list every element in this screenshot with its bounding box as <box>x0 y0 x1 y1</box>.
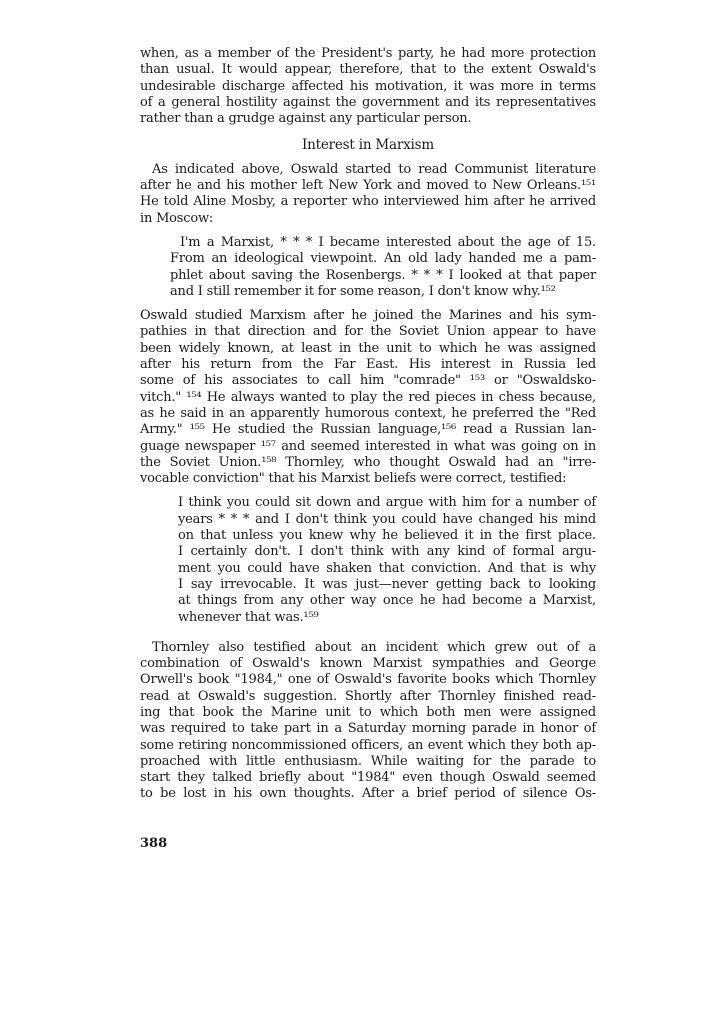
text-line: some retiring noncommissioned officers, an event which they both ap- <box>140 737 596 753</box>
text-line: and I still remember it for some reason, I don't know why.¹⁵² <box>170 283 556 299</box>
text-line: undesirable discharge affected his motivation, it was more in terms <box>140 78 596 94</box>
text-line: the Soviet Union.¹⁵⁸ Thornley, who thought Oswald had an "irre- <box>140 454 596 470</box>
block-quote-1 <box>140 235 596 300</box>
text-line: been widely known, at least in the unit to which he was assigned <box>140 340 596 356</box>
text-line: was required to take part in a Saturday morning parade in honor of <box>140 721 596 737</box>
text-line: I certainly don't. I don't think with any kind of formal argu- <box>178 544 596 560</box>
text-line: Orwell's book "1984," one of Oswald's favorite books which Thornley <box>140 672 596 688</box>
paragraph-3 <box>140 308 596 487</box>
paragraph-2 <box>140 162 596 227</box>
text-line: at things from any other way once he had become a Marxist, <box>178 593 596 609</box>
text-line: Thornley also testified about an incident which grew out of a <box>152 639 596 655</box>
paragraph-1 <box>140 46 596 127</box>
text-line: Army." ¹⁵⁵ He studied the Russian language,¹⁵⁶ read a Russian lan- <box>140 422 596 438</box>
text-line: rather than a grudge against any particular person. <box>140 111 472 127</box>
text-line: Oswald studied Marxism after he joined the Marines and his sym- <box>140 308 596 324</box>
text-line: As indicated above, Oswald started to read Communist literature <box>152 161 596 177</box>
text-line: guage newspaper ¹⁵⁷ and seemed interested in what was going on in <box>140 438 596 454</box>
page-number: 388 <box>140 836 168 851</box>
text-line: after his return from the Far East. His interest in Russia led <box>140 357 596 373</box>
text-line: start they talked briefly about "1984" even though Oswald seemed <box>140 770 596 786</box>
text-line: some of his associates to call him "comrade" ¹⁵³ or "Oswaldsko- <box>140 373 596 389</box>
section-heading: Interest in Marxism <box>301 137 435 154</box>
text-line: combination of Oswald's known Marxist sympathies and George <box>140 656 596 672</box>
text-line: in Moscow: <box>140 210 214 226</box>
text-line: of a general hostility against the government and its representatives <box>140 94 596 110</box>
text-line: From an ideological viewpoint. An old lady handed me a pam- <box>170 251 596 267</box>
text-line: I say irrevocable. It was just—never getting back to looking <box>178 576 596 592</box>
text-line: after he and his mother left New York and moved to New Orleans.¹⁵¹ <box>140 178 596 194</box>
text-line: ment you could have shaken that conviction. And that is why <box>178 560 596 576</box>
text-line: ing that book the Marine unit to which both men were assigned <box>140 704 596 720</box>
text-column <box>140 46 596 803</box>
text-line: than usual. It would appear, therefore, that to the extent Oswald's <box>140 62 596 78</box>
text-line: vitch." ¹⁵⁴ He always wanted to play the red pieces in chess because, <box>140 389 596 405</box>
text-line: years * * * and I don't think you could have changed his mind <box>178 511 596 527</box>
text-line: to be lost in his own thoughts. After a brief period of silence Os- <box>140 786 596 802</box>
text-line: proached with little enthusiasm. While waiting for the parade to <box>140 753 596 769</box>
block-quote-2 <box>140 495 596 625</box>
text-line: vocable conviction" that his Marxist beliefs were correct, testified: <box>140 471 567 487</box>
text-line: phlet about saving the Rosenbergs. * * * I looked at that paper <box>170 267 596 283</box>
text-line: pathies in that direction and for the Soviet Union appear to have <box>140 324 596 340</box>
text-line: I think you could sit down and argue with him for a number of <box>178 495 596 511</box>
text-line: I'm a Marxist, * * * I became interested about the age of 15. <box>180 234 596 250</box>
text-line: read at Oswald's suggestion. Shortly after Thornley finished read- <box>140 688 596 704</box>
text-line: on that unless you knew why he believed it in the first place. <box>178 528 596 544</box>
text-line: when, as a member of the President's party, he had more protection <box>140 46 596 61</box>
text-line: He told Aline Mosby, a reporter who interviewed him after he arrived <box>140 194 596 210</box>
text-line: whenever that was.¹⁵⁹ <box>178 609 319 625</box>
paragraph-4 <box>140 640 596 803</box>
text-line: as he said in an apparently humorous context, he preferred the "Red <box>140 405 596 421</box>
